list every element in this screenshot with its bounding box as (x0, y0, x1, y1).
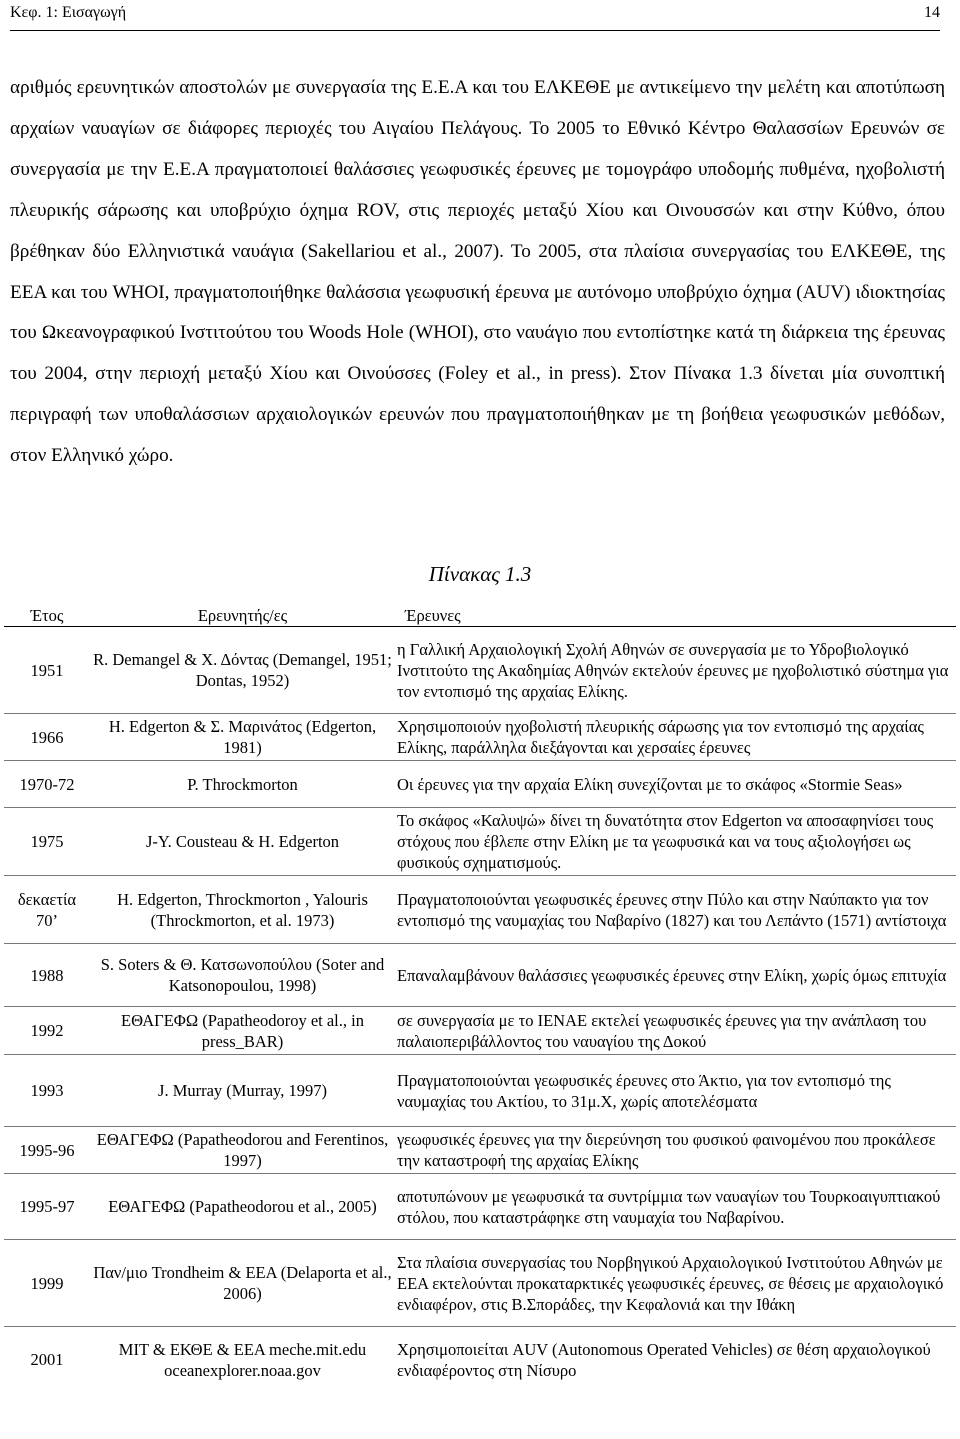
cell-researchers: J-Y. Cousteau & H. Edgerton (90, 808, 395, 876)
cell-year: 1999 (4, 1240, 90, 1327)
col-header-year: Έτος (4, 605, 90, 627)
cell-research: Επαναλαμβάνουν θαλάσσιες γεωφυσικές έρευνες στην Ελίκη, χωρίς όμως επιτυχία (395, 944, 956, 1007)
table-row (4, 1055, 956, 1127)
cell-researchers: ΕΘΑΓΕΦΩ (Papatheodorou et al., 2005) (90, 1174, 395, 1240)
cell-research: Πραγματοποιούνται γεωφυσικές έρευνες στο Άκτιο, για τον εντοπισμό της ναυμαχίας του Ακτίου, το 31μ.Χ, χωρίς αποτελέσματα (395, 1055, 956, 1127)
table-row (4, 714, 956, 761)
cell-researchers: H. Edgerton & Σ. Μαρινάτος (Edgerton, 1981) (90, 714, 395, 761)
cell-year: 1992 (4, 1007, 90, 1055)
cell-year: δεκαετία 70’ (4, 876, 90, 944)
cell-researchers: ΕΘΑΓΕΦΩ (Papatheodoroy et al., in press_BAR) (90, 1007, 395, 1055)
cell-researchers: H. Edgerton, Throckmorton , Yalouris (Throckmorton, et al. 1973) (90, 876, 395, 944)
cell-researchers: MIT & ΕΚΘΕ & ΕΕΑ meche.mit.edu oceanexplorer.noaa.gov (118, 1339, 367, 1380)
table-row (4, 1240, 956, 1327)
cell-year: 1995-96 (4, 1127, 90, 1174)
cell-research: Οι έρευνες για την αρχαία Ελίκη συνεχίζονται με το σκάφος «Stormie Seas» (395, 761, 956, 808)
body-paragraph: αριθμός ερευνητικών αποστολών με συνεργασία της Ε.Ε.Α και του ΕΛΚΕΘΕ με αντικείμενο την μελέτη και αποτύπωση αρχαίων ναυαγίων σε διάφορες περιοχές του Αιγαίου Πελάγους. Το 2005 το Εθνικό Κέντρο Θαλασσίων Ερευνών σε συνεργασία με την Ε.Ε.Α πραγματοποιεί θαλάσσιες γεωφυσικές έρευνες με τομογράφο υποδομής πυθμένα, ηχοβολιστή πλευρικής σάρωσης και υποβρύχιο όχημα ROV, στις περιοχές μεταξύ Χίου και Οινουσσών και στην Κύθνο, όπου βρέθηκαν δύο Ελληνιστικά ναυάγια (Sakellariou et al., 2007). Το 2005, στα πλαίσια συνεργασίας του ΕΛΚΕΘΕ, της ΕΕΑ και του WHOI, πραγματοποιήθηκε θαλάσσια γεωφυσική έρευνα με αυτόνομο υποβρύχιο όχημα (AUV) ιδιοκτησίας του Ωκεανογραφικού Ινστιτούτου του Woods Hole (WHOI), στο ναυάγιο που εντοπίστηκε κατά τη διάρκεια της έρευνας του 2004, στην περιοχή μεταξύ Χίου και Οινούσσες (Foley et al., in press). Στον Πίνακα 1.3 δίνεται μία συνοπτική περιγραφή των υποθαλάσσιων αρχαιολογικών ερευνών που πραγματοποιήθηκαν με τη βοήθεια γεωφυσικών μεθόδων, στον Ελληνικό χώρο. (10, 77, 945, 467)
cell-researchers: ΕΘΑΓΕΦΩ (Papatheodorou and Ferentinos, 1997) (90, 1127, 395, 1174)
cell-researchers: P. Throckmorton (90, 761, 395, 808)
table-row (4, 1127, 956, 1174)
cell-researchers: R. Demangel & Χ. Δόντας (Demangel, 1951; Dontas, 1952) (90, 627, 395, 714)
table-row (4, 1174, 956, 1240)
table-row (4, 627, 956, 714)
cell-year: 1966 (4, 714, 90, 761)
cell-research: γεωφυσικές έρευνες για την διερεύνηση του φυσικού φαινομένου που προκάλεσε την καταστροφή της αρχαίας Ελίκης (395, 1127, 956, 1174)
table-row (4, 1327, 956, 1393)
cell-year: 1993 (4, 1055, 90, 1127)
cell-research: σε συνεργασία με το ΙΕΝΑΕ εκτελεί γεωφυσικές έρευνες για την ανάπλαση του παλαιοπεριβάλλοντος του ναυαγίου της Δοκού (395, 1007, 956, 1055)
col-header-research: Έρευνες (395, 605, 956, 627)
table-row (4, 944, 956, 1007)
cell-research: Πραγματοποιούνται γεωφυσικές έρευνες στην Πύλο και στην Ναύπακτο για τον εντοπισμό της ναυμαχίας του Ναβαρίνο (1827) και του Λεπάντο (1571) αντίστοιχα (395, 876, 956, 944)
cell-year: 1970-72 (4, 761, 90, 808)
cell-research: Το σκάφος «Καλυψώ» δίνει τη δυνατότητα στον Edgerton να αποσαφηνίσει τους στόχους που έβλεπε στην Ελίκη με τα γεωφυσικά και να τους αξιολογήσει ως φυσικούς σχηματισμούς. (395, 808, 956, 876)
cell-research: αποτυπώνουν με γεωφυσικά τα συντρίμμια των ναυαγίων του Τουρκοαιγυπτιακού στόλου, που καταστράφηκε στη ναυμαχία του Ναβαρίνου. (395, 1174, 956, 1240)
cell-year: 1988 (4, 944, 90, 1007)
cell-researchers: S. Soters & Θ. Κατσωνοπούλου (Soter and Katsonopoulou, 1998) (90, 944, 395, 1007)
cell-research: Χρησιμοποιείται AUV (Autonomous Operated Vehicles) σε θέση αρχαιολογικού ενδιαφέροντος στη Νίσυρο (397, 1339, 931, 1380)
research-table (4, 605, 956, 1393)
table-row (4, 876, 956, 944)
page-header (10, 0, 940, 31)
table-row (4, 808, 956, 876)
cell-researchers: J. Murray (Murray, 1997) (90, 1055, 395, 1127)
table-caption: Πίνακας 1.3 (428, 562, 532, 586)
table-header-row (4, 605, 956, 627)
chapter-title: Κεφ. 1: Εισαγωγή (10, 4, 127, 21)
cell-research: Χρησιμοποιούν ηχοβολιστή πλευρικής σάρωσης για τον εντοπισμό της αρχαίας Ελίκης, παράλληλα διεξάγονται και χερσαίες έρευνες (395, 714, 956, 761)
cell-year: 2001 (30, 1350, 64, 1370)
table-row (4, 1007, 956, 1055)
cell-year: 1951 (4, 627, 90, 714)
cell-researchers: Παν/μιο Trondheim & ΕΕΑ (Delaporta et al., 2006) (90, 1240, 395, 1327)
page-number: 14 (924, 4, 940, 21)
cell-research: η Γαλλική Αρχαιολογική Σχολή Αθηνών σε συνεργασία με το Υδροβιολογικό Ινστιτούτο της Ακαδημίας Αθηνών εκτελούν έρευνες με ηχοβολιστικό σύστημα για τον εντοπισμό της αρχαίας Ελίκης. (395, 627, 956, 714)
table-row (4, 761, 956, 808)
cell-research: Στα πλαίσια συνεργασίας του Νορβηγικού Αρχαιολογικού Ινστιτούτου Αθηνών με ΕΕΑ εκτελούνται προκαταρκτικές γεωφυσικές έρευνες, σε θέσεις με αρχαιολογικό ενδιαφέρον, στις Β.Σποράδες, την Κεφαλονιά και την Ιθάκη (395, 1240, 956, 1327)
cell-year: 1995-97 (4, 1174, 90, 1240)
col-header-researchers: Ερευνητής/ες (90, 605, 395, 627)
cell-year: 1975 (4, 808, 90, 876)
